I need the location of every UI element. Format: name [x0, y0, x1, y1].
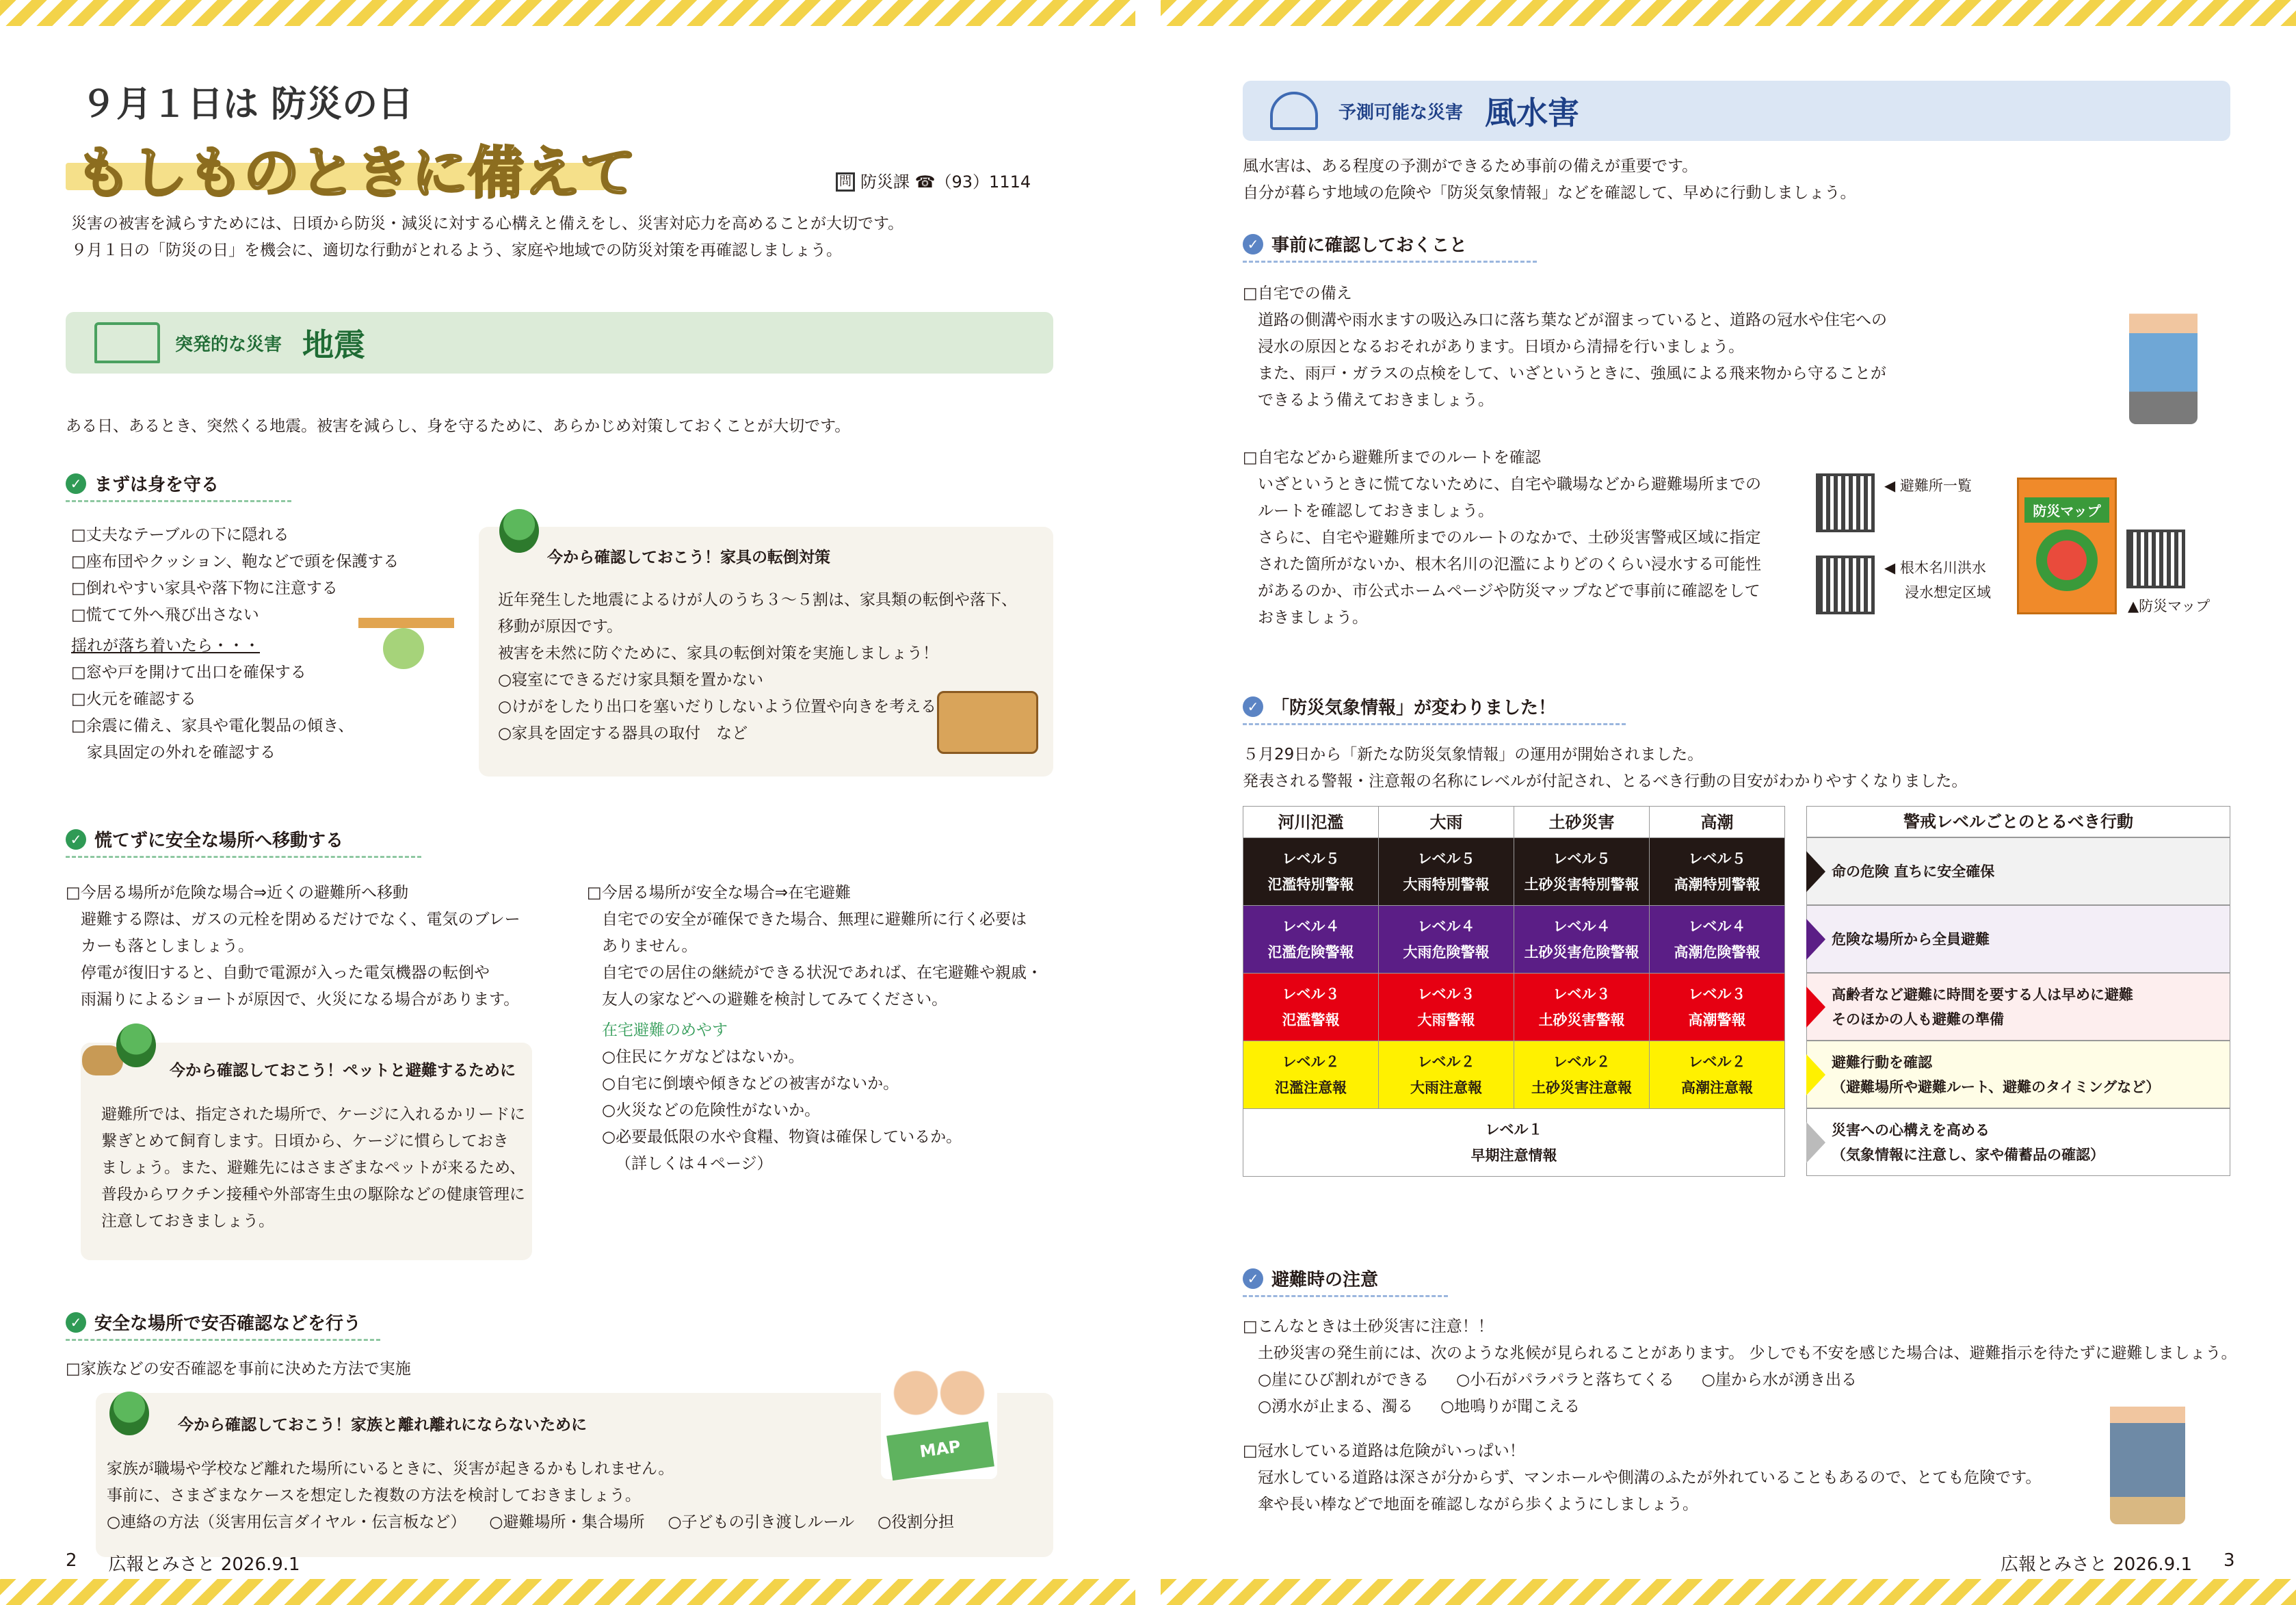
- quake-tag: 突発的な災害: [175, 334, 282, 355]
- action-level5: 命の危険 直ちに安全確保: [1806, 837, 2230, 905]
- action-level4: 危険な場所から全員避難: [1806, 905, 2230, 973]
- qr-label-map: ▲防災マップ: [2128, 598, 2211, 614]
- hiding-person: [383, 628, 424, 669]
- table-row: レベル３ 氾濫警報 レベル３ 大雨警報 レベル３ 土砂災害警報 レベル３ 高潮警報: [1243, 974, 1785, 1041]
- quake-title: 地震: [302, 326, 366, 363]
- action-header: 警戒レベルごとのとるべき行動: [1806, 806, 2230, 837]
- caution-flooded-road: □冠水している道路は危険がいっぱい！ 冠水している道路は深さが分からず、マンホールや側溝のふたが外れていることもあるので、とても危険です。 傘や長い棒などで地面を確認しながら歩くようにしましょう。: [1243, 1442, 2042, 1513]
- safe-head: □今居る場所が安全な場合⇒在宅避難: [587, 884, 852, 902]
- house-icon: [94, 322, 160, 363]
- family-box-text: 家族が職場や学校など離れた場所にいるときに、災害が起きるかもしれません。 事前に、さまざまなケースを想定した複数の方法を検討しておきましょう。 ○連絡の方法（災害用伝言ダイヤル・伝言板など） ○避難場所・集合場所 ○子どもの引き渡しルール ○役割分担: [107, 1460, 955, 1531]
- list-item: □窓や戸を開けて出口を確保する: [71, 664, 306, 681]
- list-item: □倒れやすい家具や落下物に注意する: [71, 579, 338, 597]
- bottom-stripe-right: [1161, 1579, 2296, 1605]
- heading-prepare: ✓ 事前に確認しておくこと: [1243, 231, 1537, 263]
- check-icon: ✓: [1243, 1268, 1263, 1289]
- action-level3: 高齢者など避難に時間を要する人は早めに避難 そのほかの人も避難の準備: [1806, 973, 2230, 1041]
- phone-icon: 問: [836, 172, 855, 192]
- table-header: 土砂災害: [1514, 807, 1650, 838]
- caution-landslide: □こんなときは土砂災害に注意！！ 土砂災害の発生前には、次のような兆候が見られることがあります。 少しでも不安を感じた場合は、避難指示を待たずに避難しましょう。 ○崖にひび割れができる ○小石がパラパラと落ちてくる ○崖から水が湧き出る ○湧水が止まる、濁る ○地鳴りが聞こえる: [1243, 1318, 2237, 1415]
- heading-protect: ✓ まずは身を守る: [66, 471, 291, 502]
- mascot-icon: [499, 509, 539, 553]
- cabinet-illustration: [937, 691, 1038, 754]
- page-title-line1: ９月１日は 防災の日: [81, 84, 414, 125]
- table-row: レベル４ 氾濫危険警報 レベル４ 大雨危険警報 レベル４ 土砂災害危険警報 レベル４ 高潮危険警報: [1243, 906, 1785, 974]
- footer-left: [66, 1550, 300, 1576]
- flood-title: 風水害: [1485, 94, 1580, 131]
- page-number: 3: [2224, 1550, 2235, 1571]
- top-stripe-right: [1161, 0, 2296, 26]
- warning-level-table: [1243, 806, 1785, 1177]
- arrow-level4: [1806, 919, 1825, 960]
- table-row: レベル５ 氾濫特別警報 レベル５ 大雨特別警報 レベル５ 土砂災害特別警報 レベル５ 高潮特別警報: [1243, 838, 1785, 906]
- list-item: □座布団やクッション、鞄などで頭を保護する: [71, 553, 399, 571]
- heading-confirm: ✓ 安全な場所で安否確認などを行う: [66, 1309, 380, 1341]
- heading-evac-caution: ✓ 避難時の注意: [1243, 1266, 1448, 1297]
- umbrella-walker-illustration: [2110, 1387, 2185, 1524]
- weather-intro: ５月29日から「新たな防災気象情報」の運用が開始されました。 発表される警報・注意報の名称にレベルが付記され、とるべき行動の目安がわかりやすくなりました。: [1243, 746, 1968, 790]
- list-item: □火元を確認する: [71, 690, 196, 708]
- action-level1: 災害への心構えを高める （気象情報に注意し、家や備蓄品の確認）: [1806, 1108, 2230, 1176]
- hazard-map-cover: 防災マップ: [2017, 478, 2117, 614]
- arrow-level5: [1806, 851, 1825, 892]
- danger-block: □今居る場所が危険な場合⇒近くの避難所へ移動 避難する際は、ガスの元栓を閉めるだけでなく、電気のブレー カーも落としましょう。 停電が復旧すると、自動で電源が入った電気機器の転倒や 雨漏りによるショートが原因で、火災になる場合があります。: [66, 880, 520, 1013]
- intro-2: ９月１日の「防災の日」を機会に、適切な行動がとれるよう、家庭や地域での防災対策を再確認しましょう。: [71, 242, 842, 259]
- list-item: □丈夫なテーブルの下に隠れる: [71, 526, 289, 544]
- action-column: [1806, 806, 2230, 1189]
- cleaning-worker-illustration: [2129, 294, 2198, 424]
- check-icon: ✓: [66, 829, 86, 850]
- qr-label-shelters: ◀ 避難所一覧: [1884, 478, 1972, 494]
- intro-1: 災害の被害を減らすためには、日頃から防災・減災に対する心構えと備えをし、災害対応力を高めることが大切です。: [71, 215, 904, 233]
- furniture-box: [479, 527, 1053, 777]
- heading-move: ✓ 慌てずに安全な場所へ移動する: [66, 826, 421, 858]
- check-icon: ✓: [66, 473, 86, 494]
- contact: 問 防災課 ☎（93）1114: [836, 168, 1031, 196]
- quake-intro: ある日、あるとき、突然くる地震。被害を減らし、身を守るために、あらかじめ対策しておくことが大切です。: [66, 417, 851, 435]
- bottom-stripe-left: [0, 1579, 1135, 1605]
- qr-code-hazard-map[interactable]: [2126, 530, 2185, 588]
- qr-label-flood: ◀ 根木名川洪水 浸水想定区域: [1884, 560, 1991, 601]
- map-sign: MAP: [886, 1422, 994, 1480]
- check-icon: ✓: [66, 1312, 86, 1333]
- flood-intro: 風水害は、ある程度の予測ができるため事前の備えが重要です。 自分が暮らす地域の危険や「防災気象情報」などを確認して、早めに行動しましょう。: [1243, 157, 1856, 202]
- after-shake-title: 揺れが落ち着いたら・・・: [71, 637, 260, 655]
- flood-band: [1243, 81, 2230, 141]
- page-title-line2: もしものときに備えて: [75, 141, 637, 206]
- footer-text: 広報とみさと 2026.9.1: [108, 1554, 300, 1575]
- table-header: 河川氾濫: [1243, 807, 1379, 838]
- protect-list: [71, 522, 399, 766]
- pet-box-title: 今から確認しておこう！ペットと避難するために: [170, 1062, 516, 1080]
- page-number: 2: [66, 1550, 77, 1571]
- storm-umbrella-icon: [1270, 92, 1318, 130]
- confirm-item: □家族などの安否確認を事前に決めた方法で実施: [66, 1360, 411, 1378]
- heading-weather-info: ✓ 「防災気象情報」が変わりました！: [1243, 694, 1626, 725]
- page-left: [0, 26, 1135, 1579]
- quake-band: [66, 312, 1053, 374]
- table-row: レベル２ 氾濫注意報 レベル２ 大雨注意報 レベル２ 土砂災害注意報 レベル２ 高潮注意報: [1243, 1041, 1785, 1109]
- top-stripe-left: [0, 0, 1135, 26]
- list-item: □慌てて外へ飛び出さない: [71, 606, 259, 624]
- flood-tag: 予測可能な災害: [1338, 102, 1464, 123]
- pet-box: [81, 1043, 532, 1260]
- arrow-level1: [1806, 1122, 1825, 1163]
- pet-box-text: 避難所では、指定された場所で、ケージに入れるかリードに 繋ぎとめて飼育します。日頃から、ケージに慣らしておき ましょう。また、避難先にはさまざまなペットが来るため、 普段からワクチン接種や外部寄生虫の駆除などの健康管理に 注意しておきましょう。: [101, 1106, 526, 1230]
- home-block: □自宅での備え 道路の側溝や雨水ますの吸込み口に落ち葉などが溜まっていると、道路の冠水や住宅への 浸水の原因となるおそれがあります。日頃から清掃を行いましょう。 また、雨戸・ガラスの点検をして、いざというときに、強風による飛来物から守ることが できるよう備えておきましょう。: [1243, 285, 1887, 409]
- guide-title: 在宅避難のめやす: [602, 1021, 728, 1039]
- footer-text: 広報とみさと 2026.9.1: [2001, 1554, 2193, 1575]
- furniture-box-text: 近年発生した地震によるけが人のうち３～５割は、家具類の転倒や落下、 移動が原因です。 被害を未然に防ぐために、家具の転倒対策を実施しましょう！ ○寝室にできるだけ家具類を置かない ○けがをしたり出口を塞いだりしないよう位置や向きを考える ○家具を固定する器具の取付 など: [498, 591, 1017, 742]
- danger-head: □今居る場所が危険な場合⇒近くの避難所へ移動: [66, 884, 409, 902]
- route-block: □自宅などから避難所までのルートを確認 いざというときに慌てないために、自宅や職場などから避難場所までの ルートを確認しておきましょう。 さらに、自宅や避難所までのルートのなかで、土砂災害警戒区域に指定 された箇所がないか、根木名川の氾濫によりどのくらい浸水する可能性 があるのか、市公式ホームページや防災マップなどで事前に確認をして おきましょう。: [1243, 449, 1761, 627]
- check-icon: ✓: [1243, 696, 1263, 717]
- list-item: □余震に備え、家具や電化製品の傾き、: [71, 717, 354, 735]
- mascot-icon: [109, 1392, 149, 1435]
- page-right: [1161, 26, 2296, 1579]
- footer-right: [2001, 1550, 2235, 1576]
- arrow-level2: [1806, 1054, 1825, 1095]
- qr-code-shelters[interactable]: [1816, 473, 1875, 532]
- family-box-title: 今から確認しておこう！家族と離れ離れにならないために: [178, 1416, 587, 1434]
- mascot-icon: [116, 1023, 156, 1067]
- table-header: 大雨: [1379, 807, 1514, 838]
- qr-code-flood-area[interactable]: [1816, 556, 1875, 614]
- safe-block: □今居る場所が安全な場合⇒在宅避難 自宅での安全が確保できた場合、無理に避難所に行く必要は ありません。 自宅での居住の継続ができる状況であれば、在宅避難や親戚・ 友人の家などへの避難を検討してみてください。 在宅避難のめやす ○住民にケガなどはないか。 ○自宅に倒壊や傾きなどの被害がないか。 ○火災などの危険性がないか。 ○必要最低限の水や食糧、物資は確保しているか。 （詳しくは４ページ）: [587, 880, 1042, 1177]
- furniture-box-title: 今から確認しておこう！家具の転倒対策: [547, 549, 830, 566]
- check-icon: ✓: [1243, 234, 1263, 255]
- action-level2: 避難行動を確認 （避難場所や避難ルート、避難のタイミングなど）: [1806, 1041, 2230, 1108]
- table-header: 高潮: [1650, 807, 1785, 838]
- list-item: 家具固定の外れを確認する: [71, 744, 276, 761]
- arrow-level3: [1806, 987, 1825, 1028]
- table-row: レベル１ 早期注意情報: [1243, 1109, 1785, 1177]
